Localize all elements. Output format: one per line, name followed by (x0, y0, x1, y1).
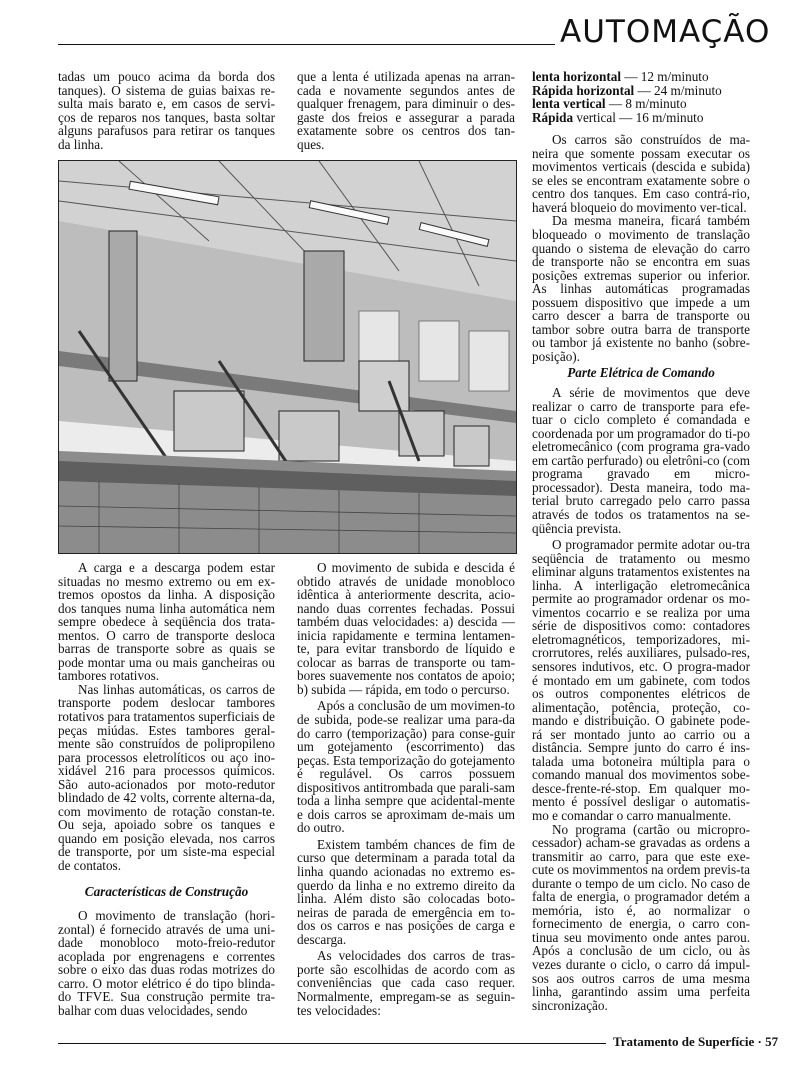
column-1-top (58, 70, 275, 151)
speed-row (532, 97, 750, 111)
speed-value: — 24 m/minuto (637, 82, 722, 98)
speed-label: Rápida (532, 109, 574, 125)
paragraph: O movimento de translação (hori-zontal) é fornecido através de uma uni-dade monobloco moto-freio-redutor acoplada por engrenagens e correntes sobre o eixo das duas rodas motrizes do carro. O motor elétrico é do tipo blinda-do TFVE. Sua construção permite tra-balhar com duas velocidades, sendo (58, 908, 275, 1018)
paragraph: O movimento de subida e descida é obtido através de unidade monobloco idêntica à anteriormente descrita, acio-nando duas correntes fechadas. Possui também duas velocidades: a) descida — inicia rapidamente e termina lentamen-te, para evitar transbordo de líquido e colocar as barras de transporte ou tam-bores suavemente nos contatos de apoio; b) subida — rápida, em todo o percurso. (297, 560, 515, 697)
paragraph: As velocidades dos carros de tras-porte são escolhidas de acordo com as conveniências que cada caso requer. Normalmente, empregam-se as seguin-tes velocidades: (297, 948, 515, 1018)
column-2-top (297, 70, 515, 151)
speed-label: lenta horizontal (532, 69, 622, 84)
column-1 (58, 561, 275, 1018)
paragraph: Nas linhas automáticas, os carros de transporte podem deslocar tambores rotativos para tratamentos superficiais de peças miúdas. Estes tambores geral-mente são construídos de polipropileno para processos eletrolíticos ou aço ino-xidável 216 para processos químicos. São auto-acionados por moto-redutor blindado de 42 volts, corrente alterna-da, com movimento de rotação constan-te. Ou seja, apoiado sobre os tanques e quando em posição elevada, nos carros de transporte, por um siste-ma especial de contatos. (58, 681, 275, 874)
paragraph: Existem também chances de fim de curso que determinam a parada total da linha quando acionadas no extremo es-querdo da linha e no extremo direito da linha. Além disto são colocadas boto-neiras de parada de emergência em to-dos os carros e nas posições de carga e descarga. (297, 836, 515, 947)
paragraph: A carga e a descarga podem estar situadas no mesmo extremo ou em ex-tremos opostos da linha. A disposição dos tanques numa linha automática nem sempre obedece à seqüência dos trata-mentos. O carro de transporte desloca barras de transporte sobre as quais se pode montar uma ou mais gancheiras ou tambores rotativos. (58, 560, 275, 684)
speed-label: Rápida horizontal (532, 82, 635, 98)
header-rule (58, 44, 555, 45)
speed-row (532, 84, 750, 98)
section-heading: Características de Construção (84, 883, 249, 899)
paragraph: Da mesma maneira, ficará também bloqueado o movimento de translação quando o sistema de elevação do carro de transporte não se encontra em suas posições extremas superior ou inferior. As linhas automáticas programadas possuem dispositivo que impede a um carro descer a barra de transporte ou tambor sobre outra barra de transporte ou tambor já existente no banho (sobre-posição). (532, 213, 750, 364)
section-heading: Parte Elétrica de Comando (567, 365, 715, 381)
paragraph: que a lenta é utilizada apenas na arran-cada e novamente segundos antes de qualquer frenagem, para diminuir o des-gaste dos freios e assegurar a parada exatamente sobre os centros dos tan-ques. (297, 69, 515, 152)
paragraph: O programador permite adotar ou-tra seqüência de tratamento ou mesmo eliminar alguns tratamentos existentes na linha. A interligação eletromecânica permite ao programador ordenar os mo-vimentos cocarrio e se realiza por uma série de dispositivos como: contadores eletromagnéticos, temporizadores, mi-crorrutores, relés auxiliares, pulsado-res, sensores indutivos, etc. O progra-mador é montado em um gabinete, com todos os outros componentes elétricos de alimentação, potência, proteção, co-mando e distribuição. O gabinete pode-rá ser montado junto ao carrio ou a distância. Sempre junto do carro é ins-talada uma botoneira múltipla para o comando manual dos movimentos sobe-desce-frente-ré-stop. Em qualquer mo-mento é possível desligar o automatis-mo e comandar o carro manualmente. (532, 537, 750, 823)
paragraph: tadas um pouco acima da borda dos tanques). O sistema de guias baixas re-sulta mais barato e, em casos de servi-ços de reparos nos tanques, basta soltar alguns parafusos para retirar os tanques da linha. (58, 69, 275, 152)
plating-line-illustration (59, 161, 516, 553)
column-2 (297, 561, 515, 1017)
column-3 (532, 70, 750, 1012)
speed-value: vertical — 16 m/minuto (576, 109, 704, 125)
speed-row (532, 70, 750, 84)
paragraph: Os carros são construídos de ma-neira que somente possam executar os movimentos verticais (descida e subida) se eles se encontram exatamente sobre o centro dos tanques. Em caso contrá-rio, haverá bloqueio do movimento ver-tical. (532, 132, 750, 215)
plating-line-photo (58, 160, 517, 554)
speed-value: — 12 m/minuto (624, 69, 709, 84)
speed-row (532, 111, 750, 125)
page-footer: Tratamento de Superfície · 57 (613, 1034, 779, 1049)
footer-rule (58, 1043, 606, 1044)
speed-label: lenta vertical (532, 96, 606, 112)
paragraph: Após a conclusão de um movimen-to de subida, pode-se realizar uma para-da do carro (temporização) para conse-guir um gotejamento (escorrimento) das peças. Esta temporização do gotejamento é regulável. Os carros possuem dispositivos antitrombada que parali-sam toda a linha sempre que acidental-mente e dois carros se aproximam de-mais um do outro. (297, 698, 515, 836)
speed-value: — 8 m/minuto (608, 96, 687, 112)
paragraph: A série de movimentos que deve realizar o carro de transporte para efe-tuar o ciclo completo é comandada e coordenada por um programador do ti-po eletromecânico (com programa gra-vado em cartão perfurado) ou eletrôni-co (com programa gravado em micro-processador). Desta maneira, todo ma-terial bruto carregado pelo carro passa através de todos os tratamentos na se-qüência prevista. (532, 385, 750, 536)
section-title: AUTOMAÇÃO (560, 14, 771, 50)
paragraph: No programa (cartão ou micropro-cessador) acham-se gravadas as ordens a transmitir ao carro, para que este exe-cute os movimmentos na ordem previs-ta durante o tempo de um ciclo. No caso de falta de energia, o programador detém a memória, isto é, ao normalizar o fornecimento de energia, o carro con-tinua seu movimento onde antes parou. Após a conclusão de um ciclo, ou às vezes durante o ciclo, o carro dá impul-sos aos outros carros de uma mesma linha, garantindo assim uma perfeita sincronização. (532, 821, 750, 1013)
